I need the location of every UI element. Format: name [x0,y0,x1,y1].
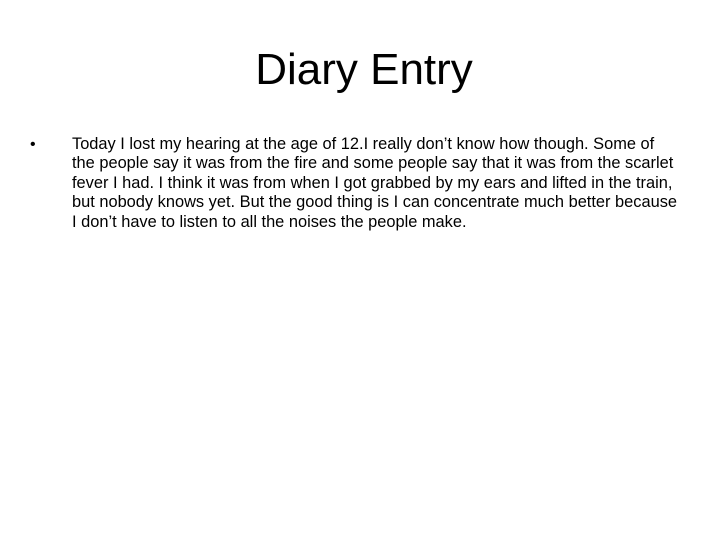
bullet-marker: • [30,136,36,153]
bullet-item [30,135,680,232]
slide-title: Diary Entry [255,45,473,94]
bullet-text: Today I lost my hearing at the age of 12.I really don’t know how though. Some of the people say it was from the fire and some people say that it was from the scarlet fever I had. I think it was from when I got grabbed by my ears and lifted in the train, but nobody knows yet. But the good thing is I can concentrate much better because I don’t have to listen to all the noises the people make. [72,135,678,231]
bullet-list [30,135,680,232]
